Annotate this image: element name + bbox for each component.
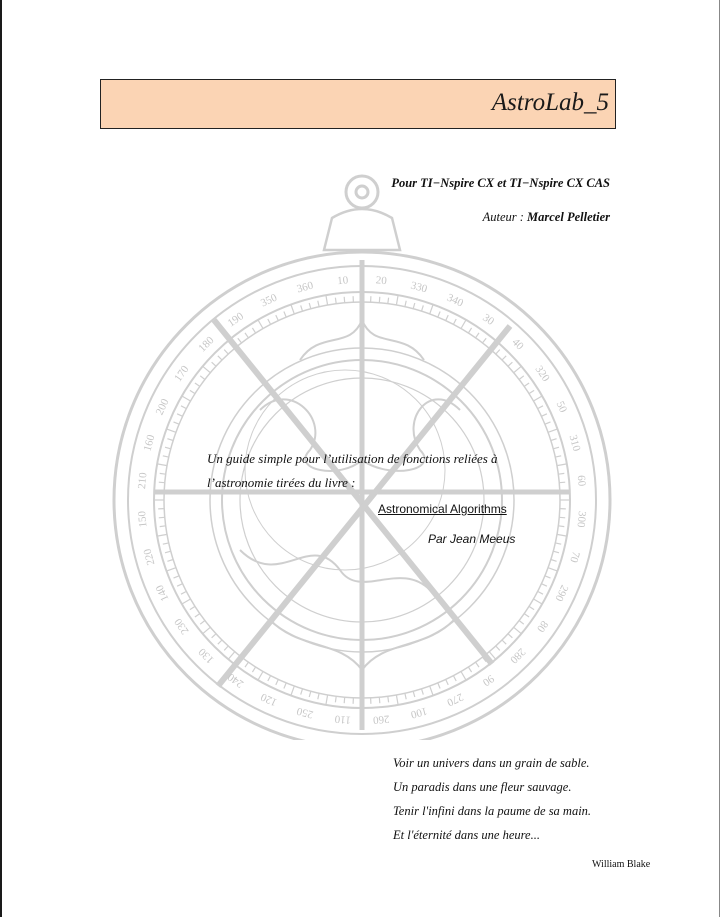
astrolabe-tick [276,315,279,321]
astrolabe-tick [524,383,529,386]
astrolabe-ring-label: 340 [444,291,465,310]
astrolabe-tick [238,338,242,343]
astrolabe-tick [519,621,524,625]
astrolabe-tick [177,414,183,417]
astrolabe-tick [344,697,345,703]
astrolabe-ring-label: 270 [444,690,465,709]
astrolabe-tick [468,328,471,333]
astrolabe-tick [309,303,311,309]
astrolabe-ring-label: 20 [375,274,388,288]
astrolabe-tick [326,695,328,705]
astrolabe-tick [245,662,248,667]
astrolabe-ring-label: 280 [507,645,528,666]
astrolabe-tick [167,429,176,432]
astrolabe-tick [174,576,180,578]
astrolabe-ring-label: 240 [225,670,246,690]
astrolabe-tick [182,599,191,604]
astrolabe-tick [413,691,415,697]
astrolabe-tick [318,301,319,307]
astrolabe-tick [167,560,173,562]
astrolabe-ring-label: 90 [480,672,497,689]
guide-line-1: Un guide simple pour l’utilisation de fonctions reliées à [207,451,498,466]
astrolabe-tick [553,447,559,449]
astrolabe-tick [541,414,547,417]
astrolabe-tick [379,297,380,303]
astrolabe-tick [541,584,547,587]
astrolabe-tick [553,551,559,553]
astrolabe-tick [413,303,415,309]
astrolabe-tick [514,366,522,372]
astrolabe-tick [538,591,543,594]
astrolabe-tick [212,634,216,638]
astrolabe-tick [453,676,456,681]
poem-line: Tenir l'infini dans la paume de sa main. [393,804,592,818]
astrolabe-ring-label: 250 [295,704,315,721]
astrolabe-tick [203,627,211,633]
guide-description [207,447,498,495]
astrolabe-tick [508,362,512,366]
astrolabe-tick [163,456,169,457]
astrolabe-tick [438,312,440,318]
page-left-border [0,0,2,917]
astrolabe-ring-label: 330 [409,279,429,296]
astrolabe-tick [212,362,216,366]
astrolabe-ring-label: 190 [225,310,246,330]
astrolabe-ring-label: 120 [259,690,280,709]
astrolabe-tick [558,473,564,474]
astrolabe-tick [181,406,186,409]
astrolabe-tick [258,320,263,329]
astrolabe-ring-label: 50 [553,399,570,415]
astrolabe-tick [174,422,180,424]
astrolabe-tick [446,679,449,685]
astrolabe-ring-label: 180 [196,334,217,355]
astrolabe-ring-label: 360 [295,279,315,296]
astrolabe-tick [200,621,205,625]
astrolabe-tick [545,422,551,424]
astrolabe-tick [224,350,228,354]
astrolabe-tick [301,689,303,695]
astrolabe-tick [335,696,336,702]
astrolabe-tick [555,543,561,544]
astrolabe-tick [558,526,564,527]
astrolabe-ring-label: 10 [336,274,349,288]
astrolabe-tick [502,356,506,360]
astrolabe-tick [534,599,543,604]
author-name: Marcel Pelletier [527,210,610,224]
astrolabe-ring-label: 100 [409,704,429,721]
astrolabe-tick [422,305,424,311]
astrolabe-ring-label: 160 [141,433,158,453]
astrolabe-tick [529,606,534,609]
astrolabe-tick [446,315,449,321]
astrolabe-tick [291,305,294,314]
astrolabe-tick [548,429,557,432]
astrolabe-ring-label: 300 [574,510,588,528]
astrolabe-tick [388,696,389,702]
astrolabe-tick [258,672,263,681]
astrolabe-tick [422,689,424,695]
astrolabe-ring-label: 200 [153,397,172,418]
astrolabe-tick [163,543,169,544]
astrolabe-tick [555,456,561,457]
astrolabe-tick [335,298,336,304]
astrolabe-tick [195,614,200,617]
astrolabe-tick [551,439,557,441]
astrolabe-tick [476,662,479,667]
astrolabe-tick [551,560,557,562]
astrolabe-tick [203,366,211,372]
astrolabe-tick [534,396,543,401]
astrolabe-tick [284,683,286,689]
astrolabe-tick [438,683,440,689]
astrolabe-ring-label: 30 [480,311,497,328]
astrolabe-tick [548,568,557,571]
subtitle: Pour TI−Nspire CX et TI−Nspire CX CAS [391,176,610,190]
document-title: AstroLab_5 [491,89,609,116]
astrolabe-tick [529,390,534,393]
astrolabe-tick [195,383,200,386]
astrolabe-tick [405,693,406,699]
astrolabe-ring-label: 80 [534,618,551,635]
astrolabe-tick [167,439,173,441]
astrolabe-ring-label: 60 [574,474,588,487]
astrolabe-tick [379,697,380,703]
astrolabe-tick [559,482,565,483]
poem-line: Et l'éternité dans une heure... [393,828,540,842]
astrolabe-ring-label: 230 [172,616,192,637]
astrolabe-ring-label: 210 [136,472,150,490]
astrolabe-tick [182,396,191,401]
astrolabe-tick [396,695,398,705]
book-title: Astronomical Algorithms [378,502,507,516]
astrolabe-tick [461,320,466,329]
astrolabe-tick [559,517,565,518]
astrolabe-tick [200,376,205,380]
poem-line: Un paradis dans une fleur sauvage. [393,780,572,794]
astrolabe-ring-label: 320 [532,363,552,384]
astrolabe-tick [165,447,171,449]
astrolabe-tick [344,297,345,303]
astrolabe-tick [284,312,286,318]
astrolabe-tick [165,551,171,553]
astrolabe-tick [545,576,551,578]
astrolabe-tick [157,534,167,536]
author-label: Auteur : [482,210,524,224]
title-banner [100,79,616,129]
astrolabe-tick [159,517,165,518]
astrolabe-tick [514,627,522,633]
astrolabe-ring-label: 140 [153,582,172,603]
astrolabe-tick [252,328,255,333]
astrolabe-tick [508,634,512,638]
astrolabe-tick [157,464,167,466]
astrolabe-tick [524,614,529,617]
astrolabe-ring-label: 350 [259,291,280,310]
astrolabe-tick [252,667,255,672]
astrolabe-tick [190,390,195,393]
astrolabe-tick [167,568,176,571]
astrolabe-tick [468,667,471,672]
astrolabe-tick [496,350,500,354]
astrolabe-tick [159,482,165,483]
astrolabe-tick [245,333,248,338]
poem [393,751,591,847]
astrolabe-tick [301,305,303,311]
astrolabe-ring-label: 70 [567,550,582,564]
astrolabe-tick [519,376,524,380]
poem-line: Voir un univers dans un grain de sable. [393,756,590,770]
astrolabe-tick [557,464,567,466]
poem-attribution: William Blake [592,859,651,870]
astrolabe-tick [218,640,222,644]
astrolabe-tick [160,526,166,527]
astrolabe-ring-label: 170 [172,363,192,384]
astrolabe-ring-label: 40 [509,336,526,353]
astrolabe-tick [268,676,271,681]
astrolabe-tick [276,679,279,685]
astrolabe-tick [190,606,195,609]
astrolabe-tick [538,406,543,409]
astrolabe-tick [181,591,186,594]
astrolabe-tick [430,305,433,314]
astrolabe-ring-label: 130 [196,645,217,666]
astrolabe-tick [453,319,456,324]
astrolabe-tick [160,473,166,474]
astrolabe-tick [218,356,222,360]
astrolabe-ring-label: 260 [372,712,390,726]
astrolabe-tick [496,646,500,650]
astrolabe-tick [405,301,406,307]
astrolabe-tick [388,298,389,304]
astrolabe-tick [224,646,228,650]
astrolabe-tick [268,319,271,324]
astrolabe-tick [177,584,183,587]
book-author: Par Jean Meeus [428,532,516,546]
astrolabe-ring-label: 290 [552,582,571,603]
astrolabe-tick [430,686,433,695]
astrolabe-tick [483,338,487,343]
astrolabe-tick [502,640,506,644]
astrolabe-tick [309,691,311,697]
astrolabe-tick [228,652,234,660]
guide-line-2: l’astronomie tirées du livre : [207,475,356,490]
astrolabe-tick [326,295,328,305]
astrolabe-tick [476,333,479,338]
astrolabe-tick [557,534,567,536]
astrolabe-ring-label: 110 [334,712,352,726]
astrolabe-tick [461,672,466,681]
author-line [483,210,610,225]
astrolabe-ring-label: 310 [566,433,583,453]
astrolabe-tick [291,686,294,695]
astrolabe-ring-label: 150 [136,510,150,528]
astrolabe-tick [396,295,398,305]
astrolabe-tick [318,693,319,699]
astrolabe-ring-label: 220 [141,547,158,567]
